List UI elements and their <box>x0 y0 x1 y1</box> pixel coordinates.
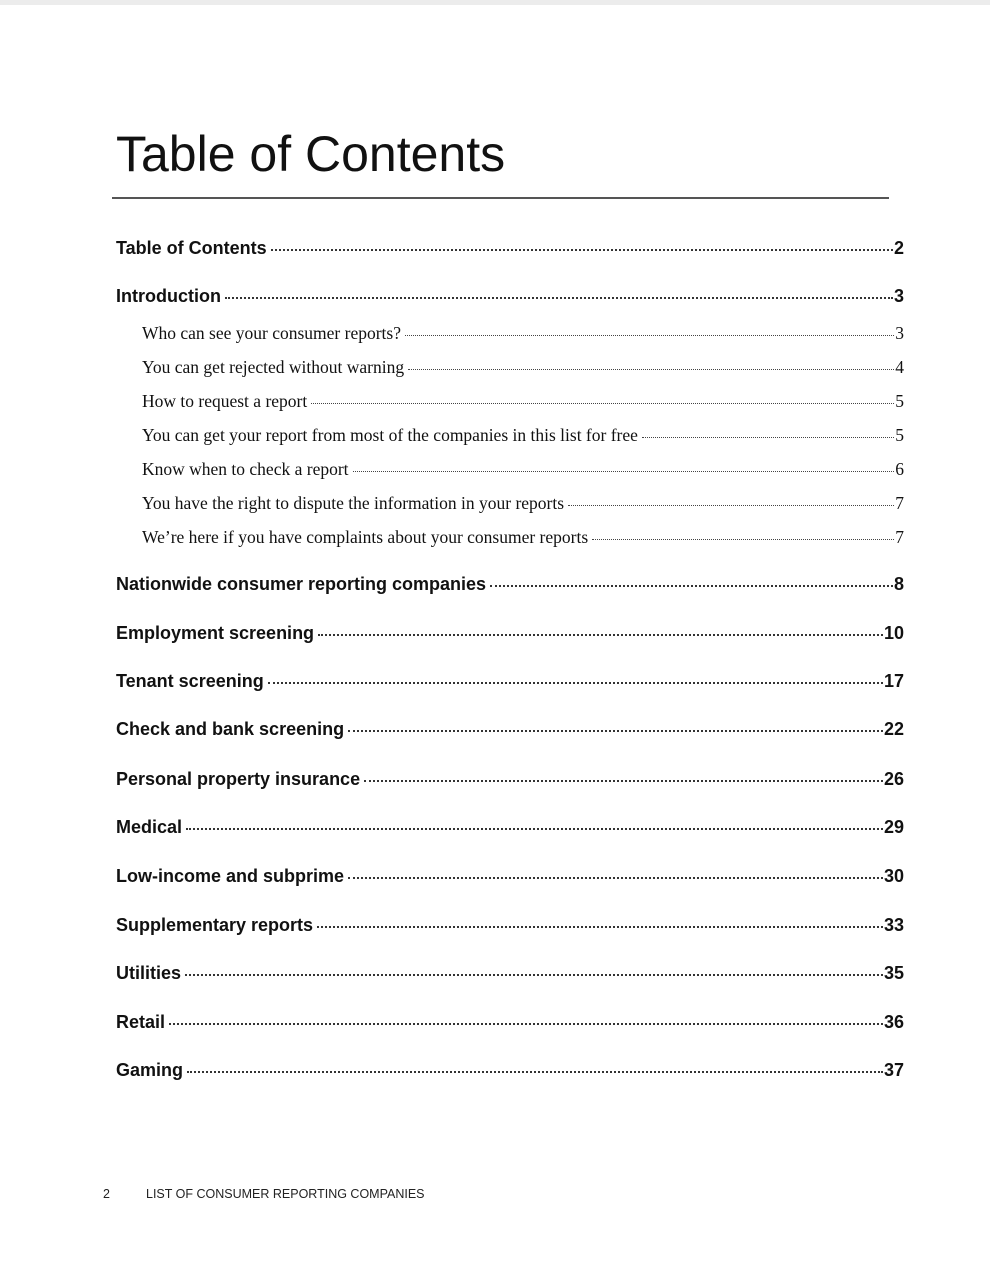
toc-entry-page: 30 <box>883 866 904 886</box>
dot-leader <box>185 974 883 976</box>
toc-entry-page: 5 <box>895 391 904 411</box>
dot-leader <box>592 539 894 540</box>
dot-leader <box>568 505 894 506</box>
dot-leader <box>186 828 883 830</box>
toc-entry-label: Medical <box>116 817 183 837</box>
toc-entry[interactable] <box>116 623 904 644</box>
toc-entry-page: 29 <box>883 817 904 837</box>
toc-entry[interactable] <box>142 391 904 412</box>
dot-leader <box>187 1071 883 1073</box>
page-title: Table of Contents <box>116 126 506 182</box>
toc-entry[interactable] <box>142 527 904 548</box>
toc-entry-page: 3 <box>895 323 904 343</box>
toc-entry[interactable] <box>116 719 904 740</box>
dot-leader <box>405 335 894 336</box>
dot-leader <box>408 369 894 370</box>
dot-leader <box>318 634 883 636</box>
toc-entry-label: We’re here if you have complaints about your consumer reports <box>142 527 589 547</box>
toc-entry[interactable] <box>116 866 904 887</box>
toc-entry-page: 6 <box>895 459 904 479</box>
title-divider <box>112 197 889 199</box>
toc-entry-label: Employment screening <box>116 623 315 643</box>
dot-leader <box>348 730 883 732</box>
toc-entry-page: 26 <box>883 769 904 789</box>
toc-entry-page: 7 <box>895 493 904 513</box>
toc-entry-label: Retail <box>116 1012 166 1032</box>
dot-leader <box>268 682 883 684</box>
toc-entry-page: 8 <box>893 574 904 594</box>
toc-entry-label: Table of Contents <box>116 238 267 258</box>
toc-entry-page: 22 <box>883 719 904 739</box>
toc-entry-label: Who can see your consumer reports? <box>142 323 401 343</box>
toc-entry-page: 2 <box>893 238 904 258</box>
viewer-top-bar <box>0 0 990 5</box>
toc-entry[interactable] <box>142 323 904 344</box>
toc-entry-label: Utilities <box>116 963 182 983</box>
toc-entry-label: Introduction <box>116 286 221 306</box>
toc-entry[interactable] <box>116 817 904 838</box>
toc-entry[interactable] <box>116 286 904 307</box>
toc-entry-page: 33 <box>883 915 904 935</box>
dot-leader <box>311 403 894 404</box>
toc-entry-page: 4 <box>895 357 904 377</box>
toc-entry[interactable] <box>116 915 904 936</box>
dot-leader <box>225 297 893 299</box>
dot-leader <box>348 877 883 879</box>
footer-page-number: 2 <box>103 1187 110 1201</box>
toc-entry[interactable] <box>116 238 904 259</box>
dot-leader <box>364 780 883 782</box>
toc-entry-page: 37 <box>883 1060 904 1080</box>
toc-entry-label: Tenant screening <box>116 671 264 691</box>
dot-leader <box>353 471 895 472</box>
toc-entry-page: 35 <box>883 963 904 983</box>
toc-entry-label: You can get rejected without warning <box>142 357 405 377</box>
toc-entry-page: 5 <box>895 425 904 445</box>
toc-entry-page: 7 <box>895 527 904 547</box>
toc-entry-page: 10 <box>883 623 904 643</box>
toc-entry-label: How to request a report <box>142 391 308 411</box>
toc-entry-label: Low-income and subprime <box>116 866 345 886</box>
toc-entry[interactable] <box>116 963 904 984</box>
dot-leader <box>271 249 893 251</box>
toc-entry-label: Supplementary reports <box>116 915 314 935</box>
dot-leader <box>642 437 894 438</box>
toc-entry[interactable] <box>116 1060 904 1081</box>
toc-entry-label: Check and bank screening <box>116 719 345 739</box>
dot-leader <box>169 1023 883 1025</box>
toc-entry-label: Gaming <box>116 1060 184 1080</box>
dot-leader <box>490 585 893 587</box>
toc-entry[interactable] <box>116 671 904 692</box>
toc-entry-page: 3 <box>893 286 904 306</box>
toc-entry[interactable] <box>116 1012 904 1033</box>
dot-leader <box>317 926 883 928</box>
toc-entry-label: Know when to check a report <box>142 459 349 479</box>
toc-entry[interactable] <box>142 493 904 514</box>
footer-running-title: LIST OF CONSUMER REPORTING COMPANIES <box>146 1187 425 1201</box>
toc-entry[interactable] <box>142 459 904 480</box>
toc-entry-label: Personal property insurance <box>116 769 361 789</box>
toc-entry[interactable] <box>142 425 904 446</box>
toc-entry-label: You have the right to dispute the information in your reports <box>142 493 565 513</box>
toc-entry[interactable] <box>116 574 904 595</box>
toc-entry[interactable] <box>142 357 904 378</box>
toc-entry-label: You can get your report from most of the companies in this list for free <box>142 425 638 445</box>
toc-entry[interactable] <box>116 769 904 790</box>
toc-entry-page: 17 <box>883 671 904 691</box>
toc-entry-label: Nationwide consumer reporting companies <box>116 574 487 594</box>
toc-entry-page: 36 <box>883 1012 904 1032</box>
